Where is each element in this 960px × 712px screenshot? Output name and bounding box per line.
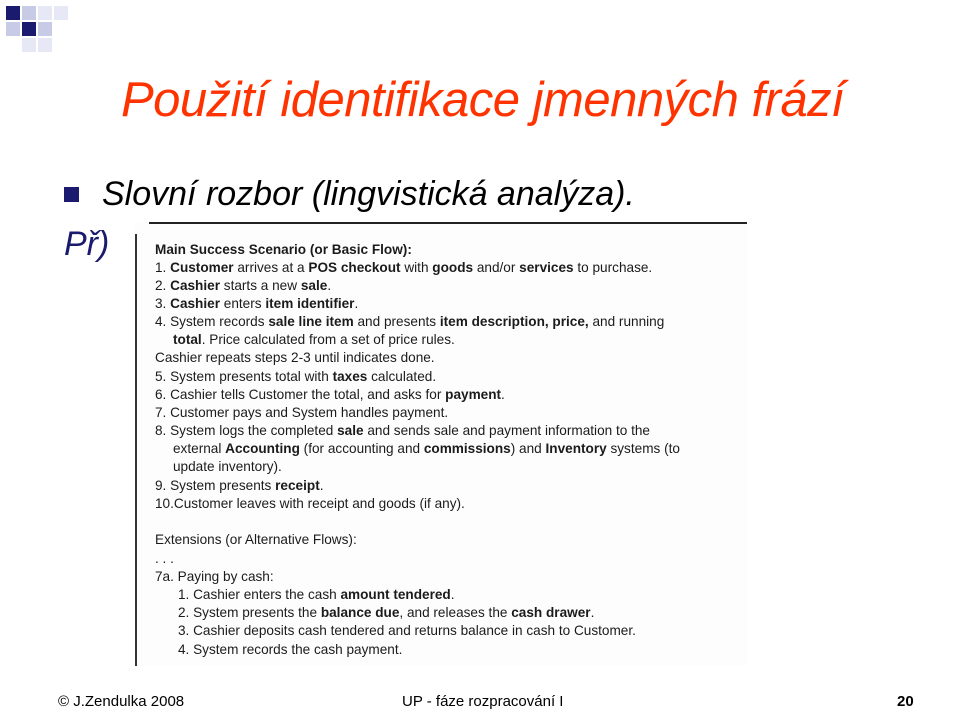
scan-bold-phrase: Inventory: [545, 441, 607, 456]
scan-line: [155, 368, 436, 386]
scan-text: systems (to: [606, 441, 680, 456]
scan-bold-phrase: Customer: [170, 260, 234, 275]
scan-bold-phrase: sale line item: [268, 314, 354, 329]
scan-bold-phrase: Cashier: [170, 296, 220, 311]
scan-left-border: [135, 234, 137, 666]
scanned-use-case: [135, 222, 747, 666]
scan-text: (for accounting and: [299, 441, 424, 456]
scan-text: .: [590, 605, 595, 620]
scan-bold-phrase: balance due: [320, 605, 400, 620]
page-number: 20: [897, 693, 914, 710]
scan-bold-phrase: commissions: [423, 441, 511, 456]
scan-text: to purchase.: [573, 260, 653, 275]
scan-text: 4. System records: [155, 314, 269, 329]
scan-text: 10.Customer leaves with receipt and goods (if any).: [155, 496, 465, 511]
scan-text: 8. System logs the completed: [155, 423, 338, 438]
scan-text: .: [319, 478, 324, 493]
scan-line: [178, 641, 402, 659]
scan-text: external: [173, 441, 226, 456]
scan-bold-phrase: item description, price,: [439, 314, 589, 329]
scan-bold-phrase: taxes: [332, 369, 368, 384]
scan-text: . . .: [155, 551, 174, 566]
scan-text: .: [327, 278, 332, 293]
scan-line: [173, 331, 455, 349]
scan-bold-phrase: Accounting: [225, 441, 300, 456]
scan-text: 9. System presents: [155, 478, 276, 493]
scan-line: [155, 568, 274, 586]
scan-line: [155, 550, 174, 568]
scan-text: arrives at a: [233, 260, 309, 275]
scan-line: [155, 531, 357, 549]
footer-title: UP - fáze rozpracování I: [402, 693, 564, 710]
scan-text: Extensions (or Alternative Flows):: [155, 532, 357, 547]
scan-text: 4. System records the cash payment.: [178, 642, 403, 657]
corner-logo: [0, 0, 80, 62]
scan-bold-phrase: receipt: [275, 478, 320, 493]
scan-text: 7a. Paying by cash:: [155, 569, 274, 584]
scan-line: [155, 295, 358, 313]
scan-line: [178, 586, 455, 604]
scan-text: 3. Cashier deposits cash tendered and returns balance in cash to Customer.: [178, 623, 636, 638]
scan-text: update inventory).: [173, 459, 282, 474]
scan-text: starts a new: [220, 278, 301, 293]
scan-line: [155, 495, 465, 513]
footer-copyright: © J.Zendulka 2008: [58, 693, 185, 710]
scan-bold-phrase: Main Success Scenario (or Basic Flow):: [155, 242, 412, 257]
scan-text: .: [354, 296, 359, 311]
scan-text: Cashier repeats steps 2-3 until indicates done.: [155, 350, 435, 365]
scan-text: calculated.: [367, 369, 437, 384]
scan-text: 5. System presents total with: [155, 369, 333, 384]
scan-bold-phrase: total: [173, 332, 202, 347]
scan-text: and running: [588, 314, 665, 329]
scan-text: 7. Customer pays and System handles payment.: [155, 405, 449, 420]
scan-text: ) and: [510, 441, 546, 456]
scan-top-border: [149, 222, 747, 224]
scan-line: [155, 422, 650, 440]
scan-text: .: [450, 587, 455, 602]
scan-text: 2.: [155, 278, 171, 293]
scan-bold-phrase: amount tendered: [340, 587, 451, 602]
bullet-text: Slovní rozbor (lingvistická analýza).: [102, 175, 635, 213]
scan-line: [155, 477, 324, 495]
example-label: Př): [64, 225, 110, 263]
scan-line: [155, 277, 331, 295]
bullet-square-icon: [64, 187, 79, 202]
scan-bold-phrase: item identifier: [265, 296, 355, 311]
scan-bold-phrase: payment: [445, 387, 502, 402]
scan-text: with: [400, 260, 433, 275]
scan-line: [173, 440, 680, 458]
scan-text: . Price calculated from a set of price rules.: [201, 332, 455, 347]
scan-line: [155, 259, 652, 277]
scan-line: [155, 241, 412, 259]
scan-bold-phrase: POS checkout: [308, 260, 401, 275]
scan-line: [155, 386, 505, 404]
scan-text: and/or: [473, 260, 520, 275]
scan-line: [178, 604, 594, 622]
scan-bold-phrase: services: [519, 260, 574, 275]
scan-bold-phrase: cash drawer: [511, 605, 591, 620]
scan-bold-phrase: sale: [300, 278, 328, 293]
scan-line: [155, 404, 448, 422]
scan-text: 3.: [155, 296, 171, 311]
scan-text: and presents: [353, 314, 440, 329]
scan-bold-phrase: Cashier: [170, 278, 220, 293]
scan-text: 1. Cashier enters the cash: [178, 587, 341, 602]
scan-line: [178, 622, 636, 640]
slide-title: Použití identifikace jmenných frází: [121, 73, 845, 127]
scan-bold-phrase: goods: [432, 260, 474, 275]
scan-bold-phrase: sale: [337, 423, 364, 438]
scan-line: [155, 349, 435, 367]
scan-text: 1.: [155, 260, 171, 275]
scan-text: .: [501, 387, 505, 402]
scan-text: , and releases the: [399, 605, 512, 620]
scan-text: 6. Cashier tells Customer the total, and asks for: [155, 387, 446, 402]
scan-text: 2. System presents the: [178, 605, 321, 620]
scan-line: [155, 313, 664, 331]
scan-line: [173, 458, 282, 476]
scan-text: and sends sale and payment information to the: [363, 423, 650, 438]
scan-text: enters: [220, 296, 266, 311]
